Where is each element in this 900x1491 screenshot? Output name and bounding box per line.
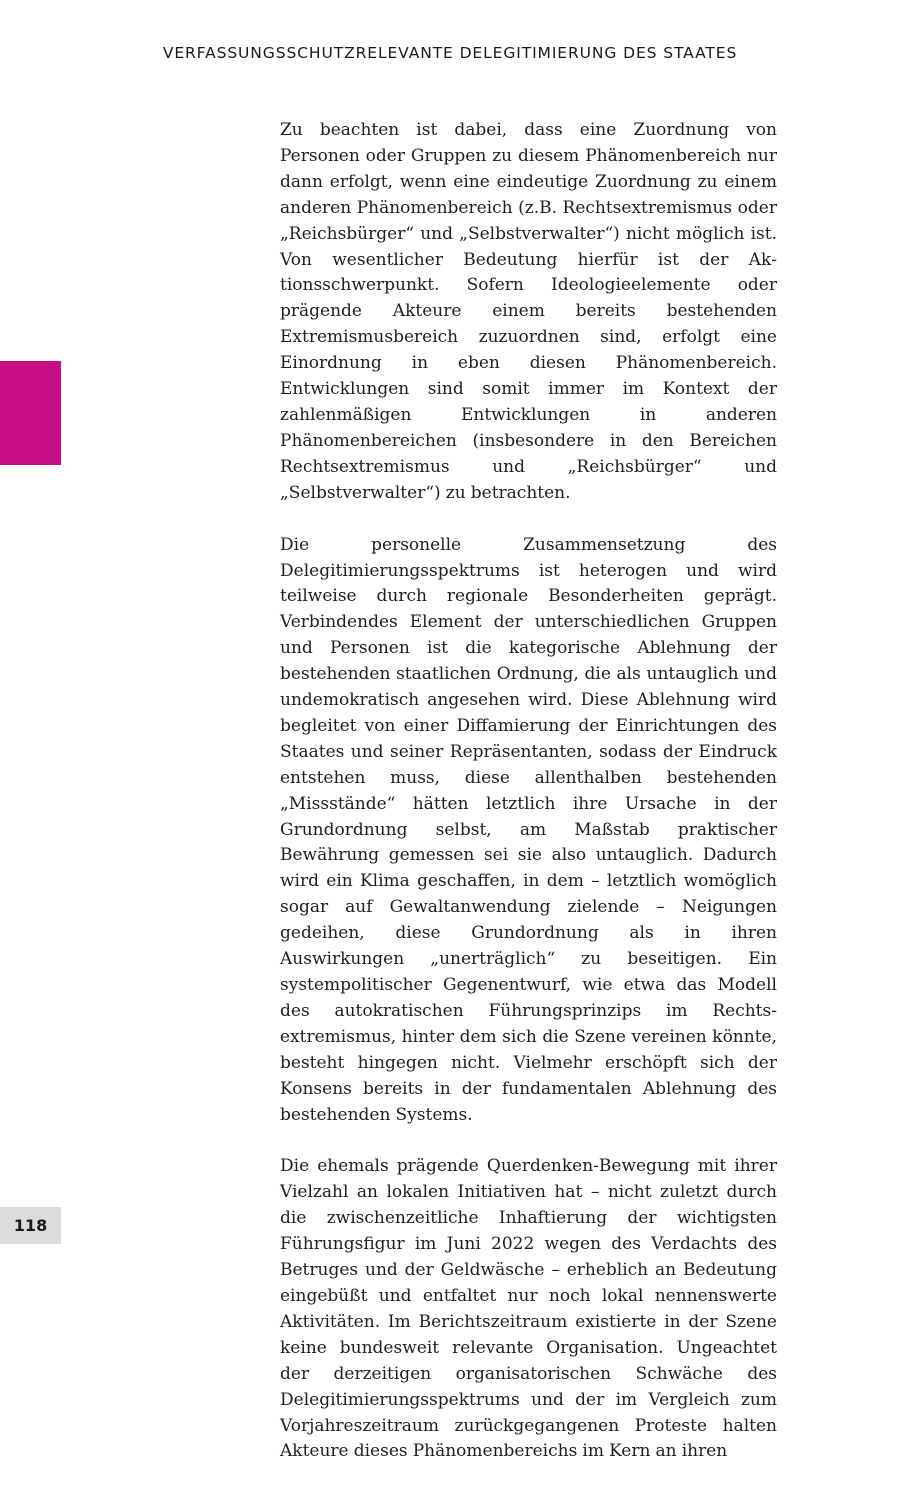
paragraph-2: Die personelle Zusammensetzung des Delegitimierungsspektrums ist heterogen und wird teilweise durch regionale Besonderheiten geprägt. Verbindendes Element der unterschiedlichen Gruppen und Personen ist die kategorische Ablehnung der bestehenden staatlichen Ordnung, die als untauglich und undemokratisch angesehen wird. Diese Ablehnung wird begleitet von einer Diffamierung der Einrichtungen des Staates und seiner Repräsentanten, sodass der Eindruck entstehen muss, diese allenthalben bestehenden „Missstände“ hätten letztlich ihre Ursache in der Grundordnung selbst, am Maßstab praktischer Bewährung gemessen sei sie also untauglich. Dadurch wird ein Klima geschaffen, in dem – letztlich womöglich sogar auf Gewaltanwendung zielende – Neigungen gedeihen, diese Grundordnung als in ihren Auswirkungen „unerträglich“ zu beseitigen. Ein systempolitischer Gegenentwurf, wie etwa das Modell des autokratischen Führungsprinzips im Rechtsextremismus, hinter dem sich die Szene vereinen könnte, besteht hingegen nicht. Vielmehr erschöpft sich der Konsens bereits in der fundamentalen Ablehnung des bestehenden Systems. (280, 534, 777, 1125)
paragraph-3: Die ehemals prägende Querdenken-Bewegung mit ihrer Vielzahl an lokalen Initiativen hat – nicht zuletzt durch die zwischenzeitliche Inhaftierung der wichtigsten Führungsfigur im Juni 2022 wegen des Verdachts des Betruges und der Geldwäsche – erheblich an Bedeutung eingebüßt und entfaltet nur noch lokal nennenswerte Aktivitäten. Im Berichtszeitraum existierte in der Szene keine bundesweit relevante Organisation. Ungeachtet der derzeitigen organisatorischen Schwäche des Delegitimierungsspektrums und der im Vergleich zum Vorjahreszeitraum zurückgegangenen Proteste halten Akteure dieses Phänomenbereichs im Kern an ihren (280, 1156, 777, 1462)
chapter-marker-tab (0, 361, 61, 465)
body-text (280, 118, 777, 1491)
page-number: 118 (0, 1207, 61, 1244)
running-header: VERFASSUNGSSCHUTZRELEVANTE DELEGITIMIERUNG DES STAATES (162, 44, 738, 62)
paragraph-1: Zu beachten ist dabei, dass eine Zuordnung von Personen oder Gruppen zu diesem Phänomenbereich nur dann erfolgt, wenn eine eindeutige Zuordnung zu einem anderen Phänomenbereich (z.B. Rechtsextremismus oder „Reichsbürger“ und „Selbstverwalter“) nicht möglich ist. Von wesentlicher Bedeutung hierfür ist der Aktionsschwerpunkt. Sofern Ideologieelemente oder prägende Akteure einem bereits bestehenden Extremismusbereich zuzuordnen sind, erfolgt eine Einordnung in eben diesen Phänomenbereich. Entwicklungen sind somit immer im Kontext der zahlenmäßigen Entwicklungen in anderen Phänomenbereichen (insbesondere in den Bereichen Rechtsextremismus und „Reichsbürger“ und „Selbstverwalter“) zu betrachten. (280, 120, 777, 503)
